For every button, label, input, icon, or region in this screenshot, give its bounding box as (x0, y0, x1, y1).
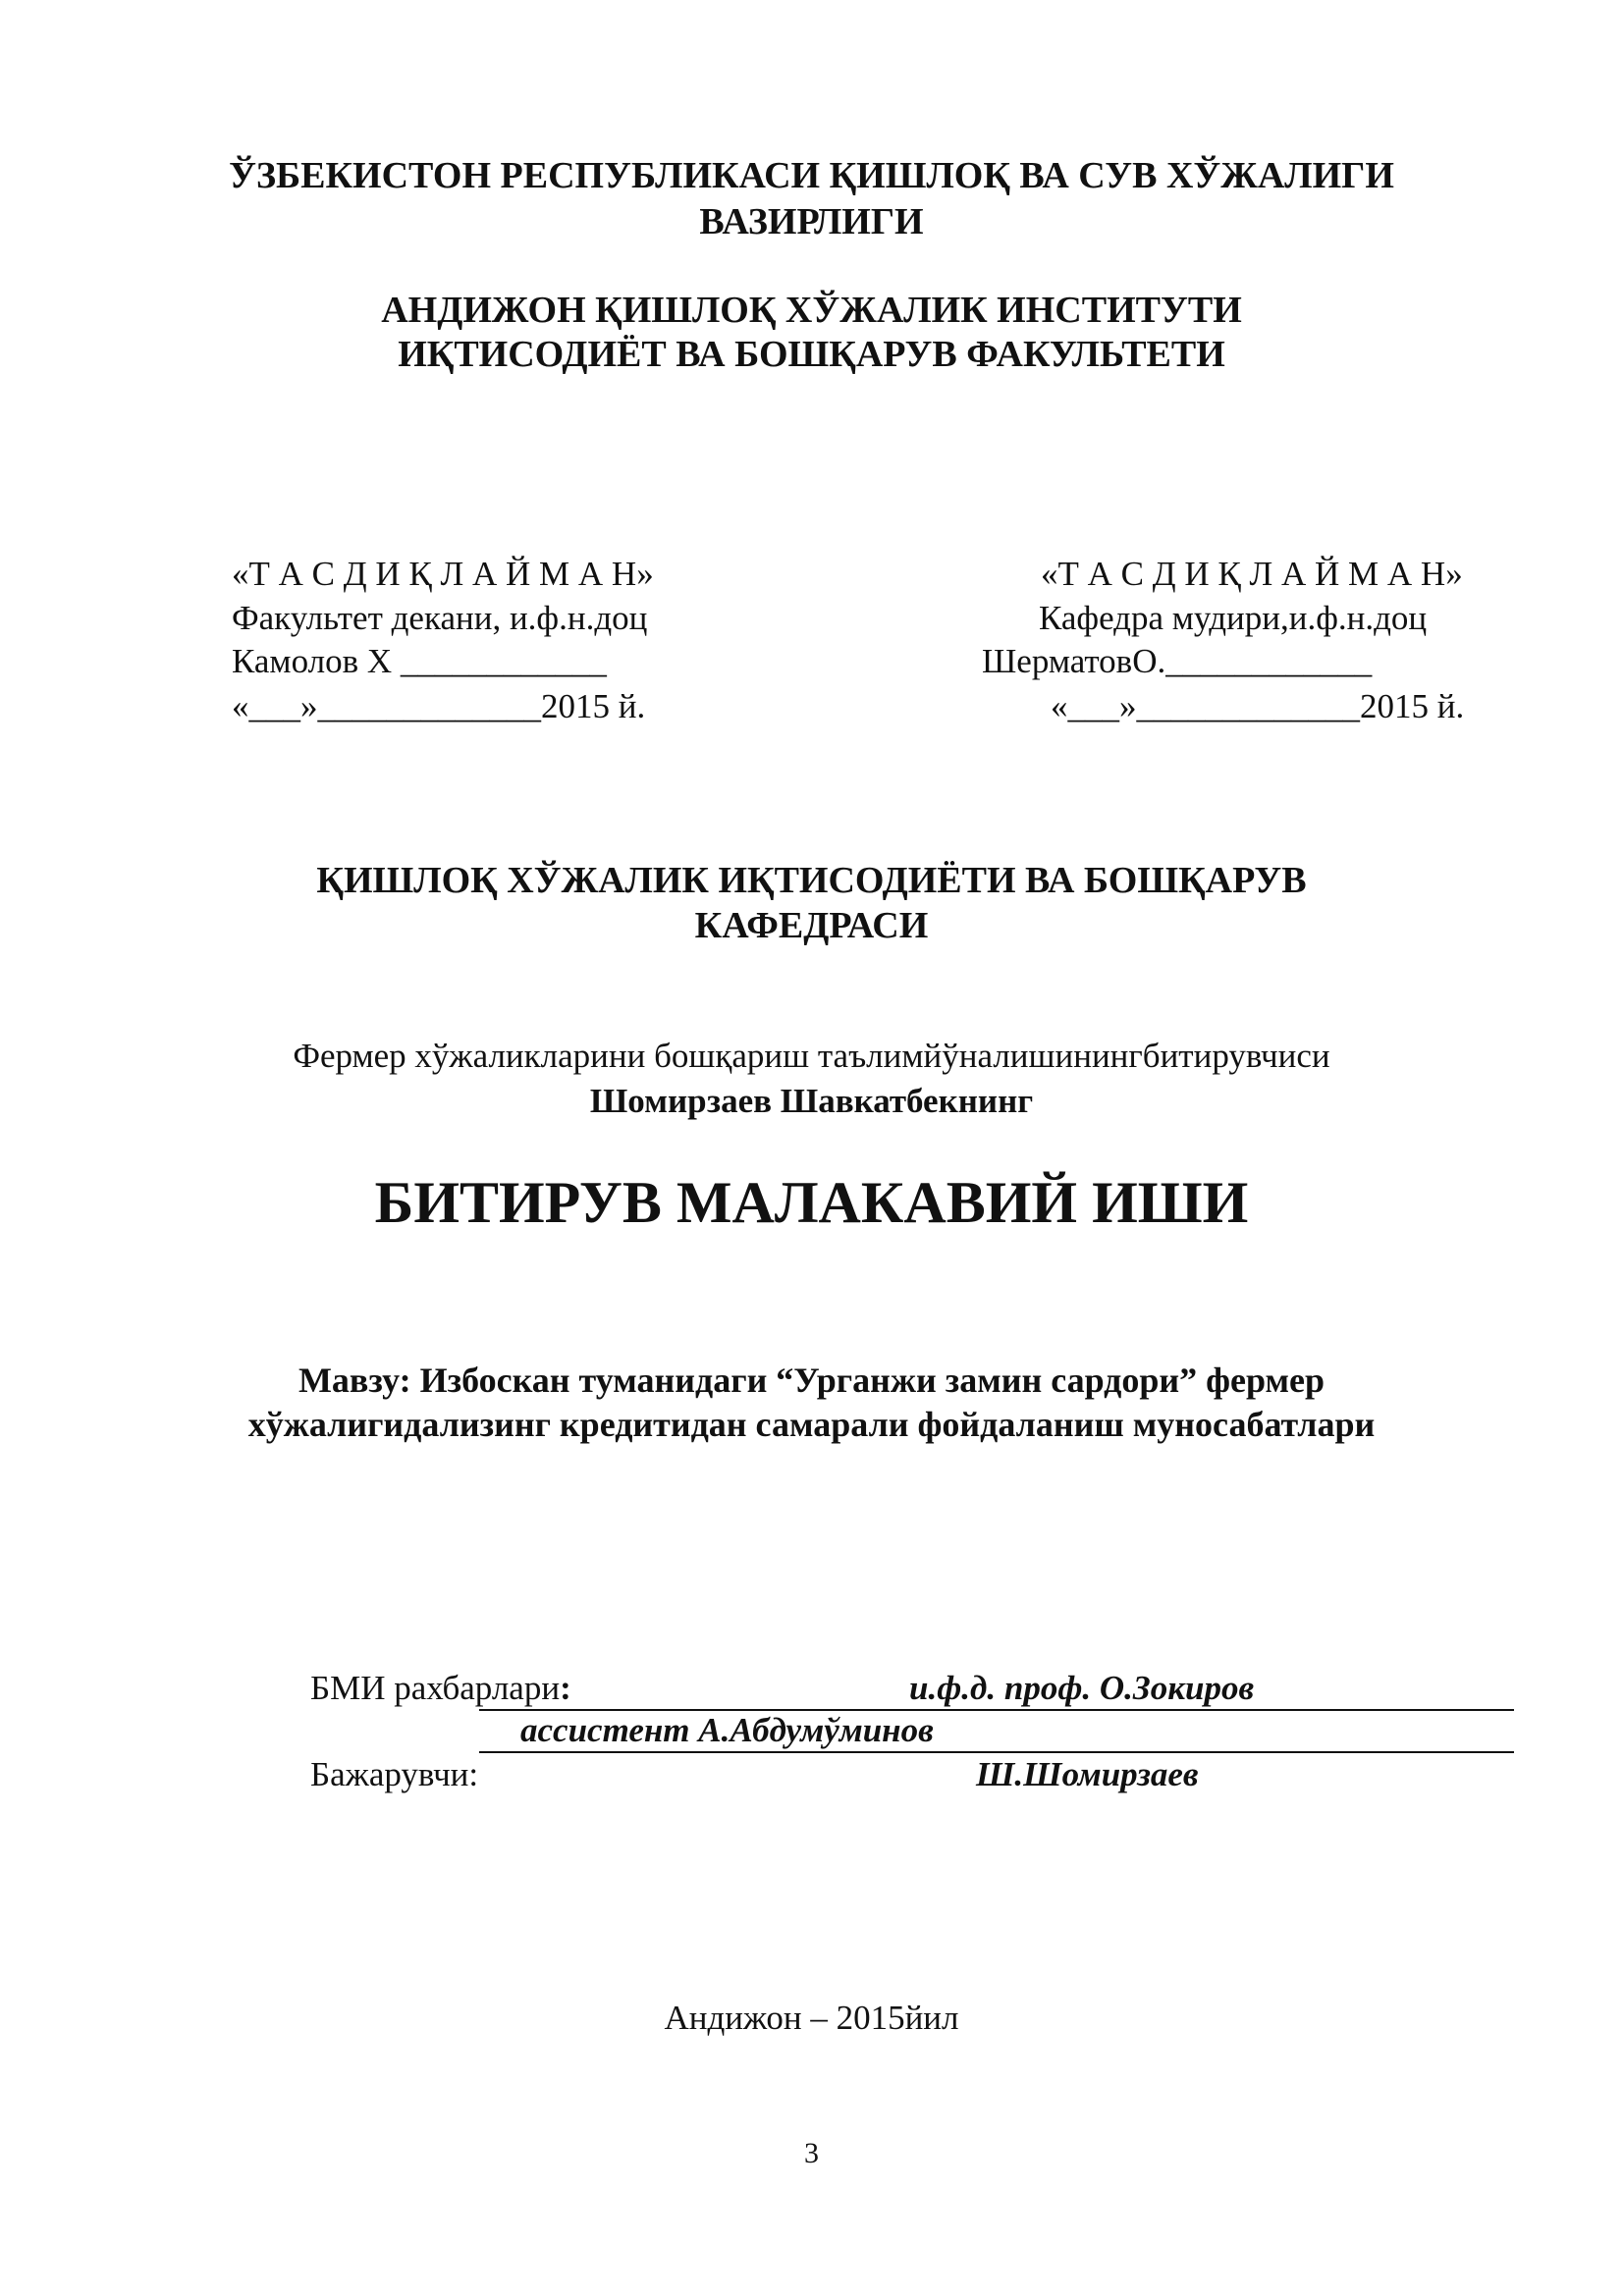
student-name: Шомирзаев Шавкатбекнинг (589, 1082, 1034, 1120)
performer-name: Ш.Шомирзаев (976, 1755, 1199, 1793)
approval-left-name: Камолов Х ____________ (232, 642, 607, 680)
approval-left-title: «Т А С Д И Қ Л А Й М А Н» (232, 555, 654, 593)
work-title: БИТИРУВ МАЛАКАВИЙ ИШИ (374, 1170, 1249, 1235)
place-year: Андижон – 2015йил (664, 1999, 959, 2037)
approval-left-position: Факультет декани, и.ф.н.доц (232, 599, 648, 637)
ministry-heading-line2: ВАЗИРЛИГИ (699, 201, 924, 242)
supervisors-label-colon: : (560, 1669, 571, 1707)
subject-line2: хўжалигидализинг кредитидан самарали фойдаланиш муносабатлари (247, 1405, 1376, 1444)
institute-heading-line1: АНДИЖОН ҚИШЛОҚ ХЎЖАЛИК ИНСТИТУТИ (381, 290, 1242, 331)
subject-line1: Мавзу: Избоскан туманидаги “Урганжи замин сардори” фермер (298, 1361, 1325, 1400)
department-heading-line1: ҚИШЛОҚ ХЎЖАЛИК ИҚТИСОДИЁТИ ВА БОШҚАРУВ (316, 860, 1307, 901)
approval-right-name: ШерматовО.____________ (982, 642, 1373, 680)
ministry-heading-line1: ЎЗБЕКИСТОН РЕСПУБЛИКАСИ ҚИШЛОҚ ВА СУВ ХЎЖАЛИГИ (229, 155, 1394, 196)
supervisors-label (310, 1666, 571, 1710)
performer-label: Бажарувчи: (310, 1755, 479, 1793)
student-intro: Фермер хўжаликларини бошқариш таълимйўналишинингбитирувчиси (293, 1037, 1330, 1075)
supervisor1-name: и.ф.д. проф. О.Зокиров (909, 1669, 1255, 1707)
approval-left-date: «___»_____________2015 й. (232, 687, 646, 725)
department-heading-line2: КАФЕДРАСИ (694, 905, 929, 946)
approval-right-title: «Т А С Д И Қ Л А Й М А Н» (1041, 555, 1463, 593)
page-number: 3 (804, 2137, 819, 2169)
approval-right-position: Кафедра мудири,и.ф.н.доц (1039, 599, 1428, 637)
approval-right-date: «___»_____________2015 й. (1051, 687, 1465, 725)
supervisor2-name: ассистент А.Абдумўминов (520, 1711, 934, 1749)
faculty-heading: ИҚТИСОДИЁТ ВА БОШҚАРУВ ФАКУЛЬТЕТИ (398, 334, 1225, 375)
supervisors-label-text: БМИ рахбарлари (310, 1669, 561, 1707)
